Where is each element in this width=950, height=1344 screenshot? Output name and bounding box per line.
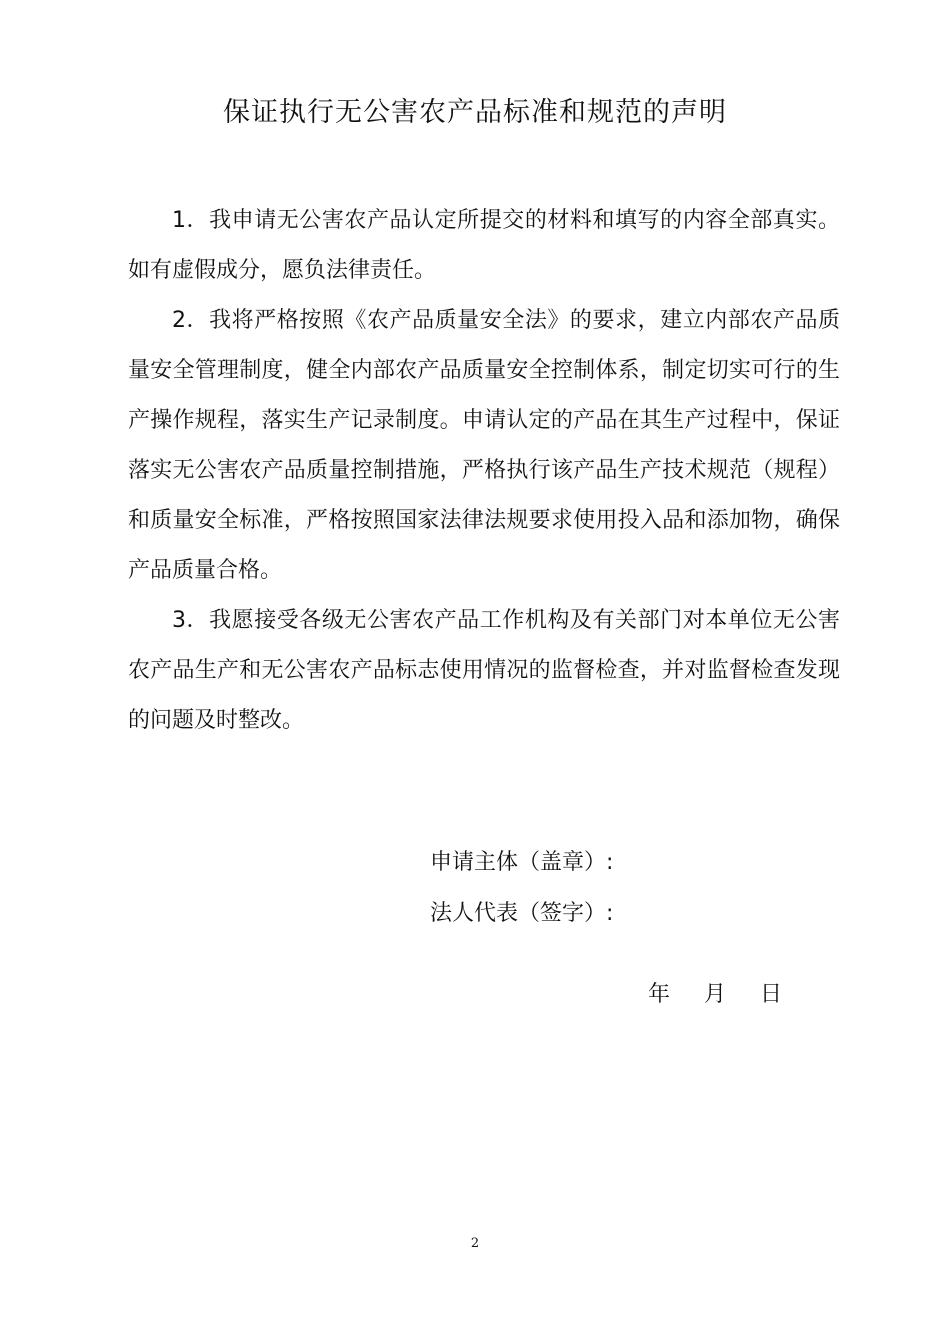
paragraph-2: 2．我将严格按照《农产品质量安全法》的要求，建立内部农产品质量安全管理制度，健全内部农产品质量安全控制体系，制定切实可行的生产操作规程，落实生产记录制度。申请认定的产品在其生产过程中，保证落实无公害农产品质量控制措施，严格执行该产品生产技术规范（规程）和质量安全标准，严格按照国家法律法规要求使用投入品和添加物，确保产品质量合格。 — [128, 308, 840, 583]
paragraph-3: 3．我愿接受各级无公害农产品工作机构及有关部门对本单位无公害农产品生产和无公害农产品标志使用情况的监督检查，并对监督检查发现的问题及时整改。 — [128, 608, 840, 733]
applicant-seal-label: 申请主体（盖章）: — [430, 850, 614, 875]
date-year-label: 年 — [647, 982, 670, 1007]
declaration-body — [128, 196, 840, 746]
document-title: 保证执行无公害农产品标准和规范的声明 — [223, 97, 727, 128]
legal-representative-signature-label: 法人代表（签字）: — [430, 901, 614, 926]
date-day-label: 日 — [760, 982, 783, 1007]
page-number: 2 — [470, 1236, 480, 1251]
date-month-label: 月 — [704, 982, 727, 1007]
paragraph-1: 1．我申请无公害农产品认定所提交的材料和填写的内容全部真实。如有虚假成分，愿负法律责任。 — [128, 208, 840, 283]
date-line — [620, 950, 782, 1040]
